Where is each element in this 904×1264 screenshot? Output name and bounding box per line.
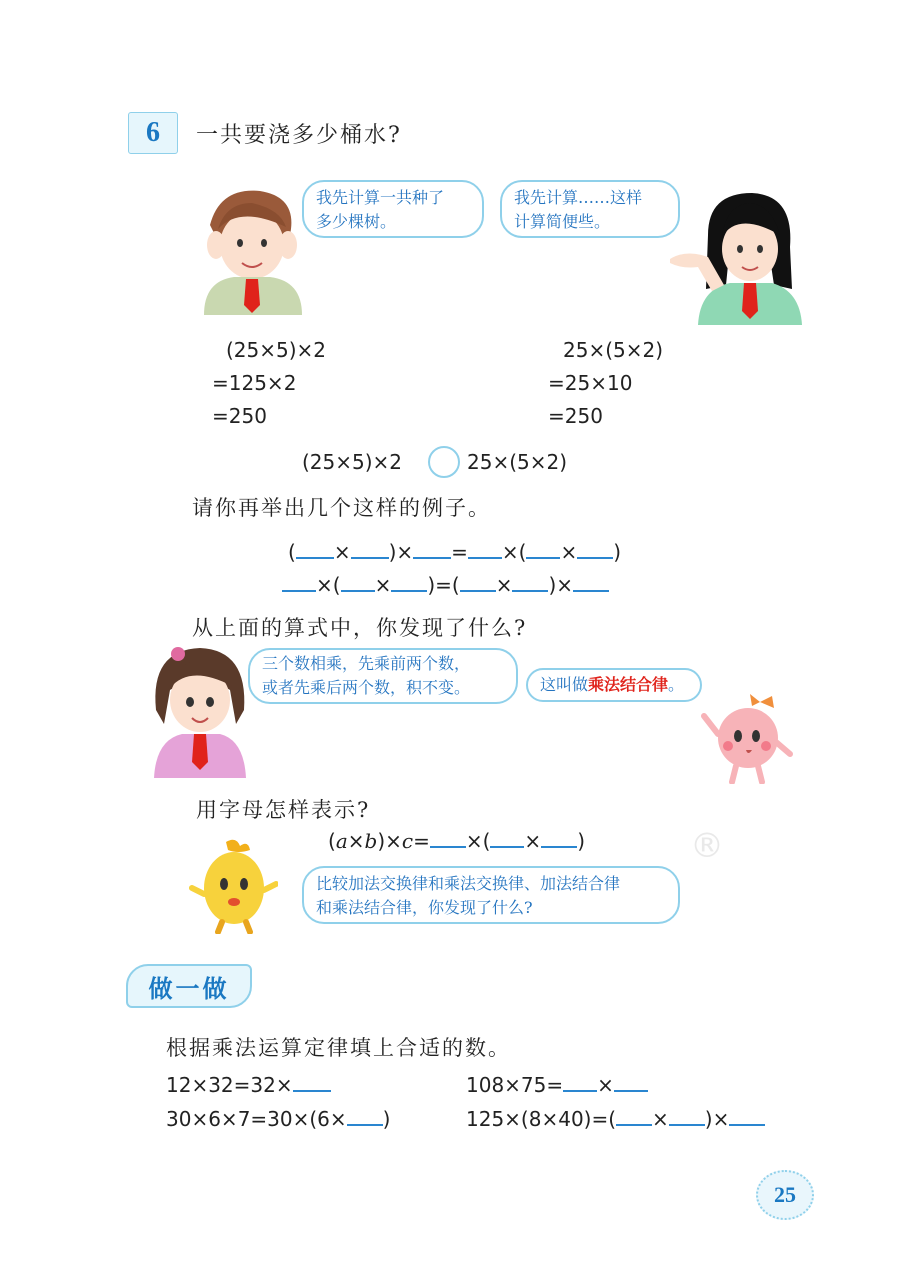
girl-illustration	[668, 185, 808, 325]
blank[interactable]	[563, 1070, 597, 1092]
pink-mascot-illustration	[700, 694, 796, 784]
var-c: c	[401, 829, 414, 853]
girl-speech-line-2: 计算简便些。	[514, 212, 611, 231]
compare-left: (25×5)×2	[302, 450, 403, 474]
practice-title-badge	[126, 964, 252, 1008]
practice-item-3: 30×6×7=30×(6× )	[166, 1104, 390, 1131]
law-speech-bubble	[526, 668, 702, 702]
girl2-speech-bubble	[248, 648, 518, 704]
practice-item-3-text: 30×6×7=30×(6×	[166, 1107, 347, 1131]
practice-item-2-text: 108×75=	[466, 1073, 564, 1097]
var-a: a	[335, 829, 348, 853]
blank[interactable]	[347, 1104, 383, 1126]
practice-instruction: 根据乘法运算定律填上合适的数。	[166, 1036, 511, 1060]
mascot-speech-line-1: 比较加法交换律和乘法交换律、加法结合律	[316, 874, 621, 893]
calc-right-line-3: =250	[548, 404, 603, 428]
blank[interactable]	[430, 826, 466, 848]
blank[interactable]	[577, 537, 613, 559]
practice-item-2: 108×75= ×	[466, 1070, 648, 1097]
blank[interactable]	[460, 570, 496, 592]
blank[interactable]	[296, 537, 334, 559]
registered-watermark: ®	[690, 826, 724, 866]
girl-with-pigtail-illustration	[150, 640, 250, 778]
blank[interactable]	[468, 537, 502, 559]
prompt-letters: 用字母怎样表示?	[196, 798, 371, 822]
blank[interactable]	[282, 570, 316, 592]
prompt-examples: 请你再举出几个这样的例子。	[192, 496, 491, 520]
blank[interactable]	[490, 826, 524, 848]
yellow-mascot-illustration	[188, 838, 278, 934]
page-number: 25	[774, 1182, 796, 1207]
compare-right: 25×(5×2)	[467, 450, 568, 474]
blank[interactable]	[526, 537, 560, 559]
blank[interactable]	[351, 537, 389, 559]
practice-item-1	[166, 1070, 331, 1097]
practice-item-4: 125×(8×40)=( × )×	[466, 1104, 765, 1131]
blank[interactable]	[341, 570, 375, 592]
blank[interactable]	[616, 1104, 652, 1126]
calc-left-line-1: (25×5)×2	[226, 338, 327, 362]
boy-speech-bubble	[302, 180, 484, 238]
blank[interactable]	[614, 1070, 648, 1092]
compare-circle-blank[interactable]	[428, 446, 460, 478]
girl-speech-bubble	[500, 180, 680, 238]
letter-formula: (a×b)×c= ×( × )	[328, 826, 585, 853]
practice-item-4-text: 125×(8×40)=(	[466, 1107, 617, 1131]
blank[interactable]	[669, 1104, 705, 1126]
girl2-speech-line-1: 三个数相乘，先乘前两个数，	[262, 654, 471, 673]
var-b: b	[364, 829, 378, 853]
calc-left-line-3: =250	[212, 404, 267, 428]
girl2-speech-line-2: 或者先乘后两个数，积不变。	[262, 678, 471, 697]
law-prefix: 这叫做	[540, 675, 589, 694]
blank[interactable]	[573, 570, 609, 592]
practice-item-1-text: 12×32=32×	[166, 1073, 293, 1097]
mascot-speech-bubble	[302, 866, 680, 924]
law-suffix: 。	[668, 675, 685, 694]
calc-right-line-1: 25×(5×2)	[563, 338, 664, 362]
calc-right-line-2: =25×10	[548, 371, 633, 395]
practice-title: 做一做	[148, 973, 230, 1003]
blank[interactable]	[391, 570, 427, 592]
calc-left-line-2: =125×2	[212, 371, 297, 395]
page-number-badge	[756, 1170, 814, 1220]
boy-speech-line-1: 我先计算一共种了	[316, 188, 445, 207]
example-row-2: ×( × )=( × )×	[282, 570, 609, 597]
blank[interactable]	[413, 537, 451, 559]
blank[interactable]	[729, 1104, 765, 1126]
blank[interactable]	[512, 570, 548, 592]
blank[interactable]	[293, 1070, 331, 1092]
problem-number-badge	[128, 112, 178, 154]
problem-question: 一共要浇多少桶水?	[196, 123, 402, 148]
law-name: 乘法结合律	[588, 675, 669, 694]
mascot-speech-line-2: 和乘法结合律，你发现了什么?	[316, 898, 533, 917]
blank[interactable]	[541, 826, 577, 848]
boy-illustration	[190, 185, 315, 315]
boy-speech-line-2: 多少棵树。	[316, 212, 397, 231]
prompt-discover: 从上面的算式中，你发现了什么?	[192, 616, 528, 640]
example-row-1: ( × )× = ×( × )	[288, 537, 621, 564]
girl-speech-line-1: 我先计算……这样	[514, 188, 643, 207]
problem-number: 6	[146, 117, 160, 148]
